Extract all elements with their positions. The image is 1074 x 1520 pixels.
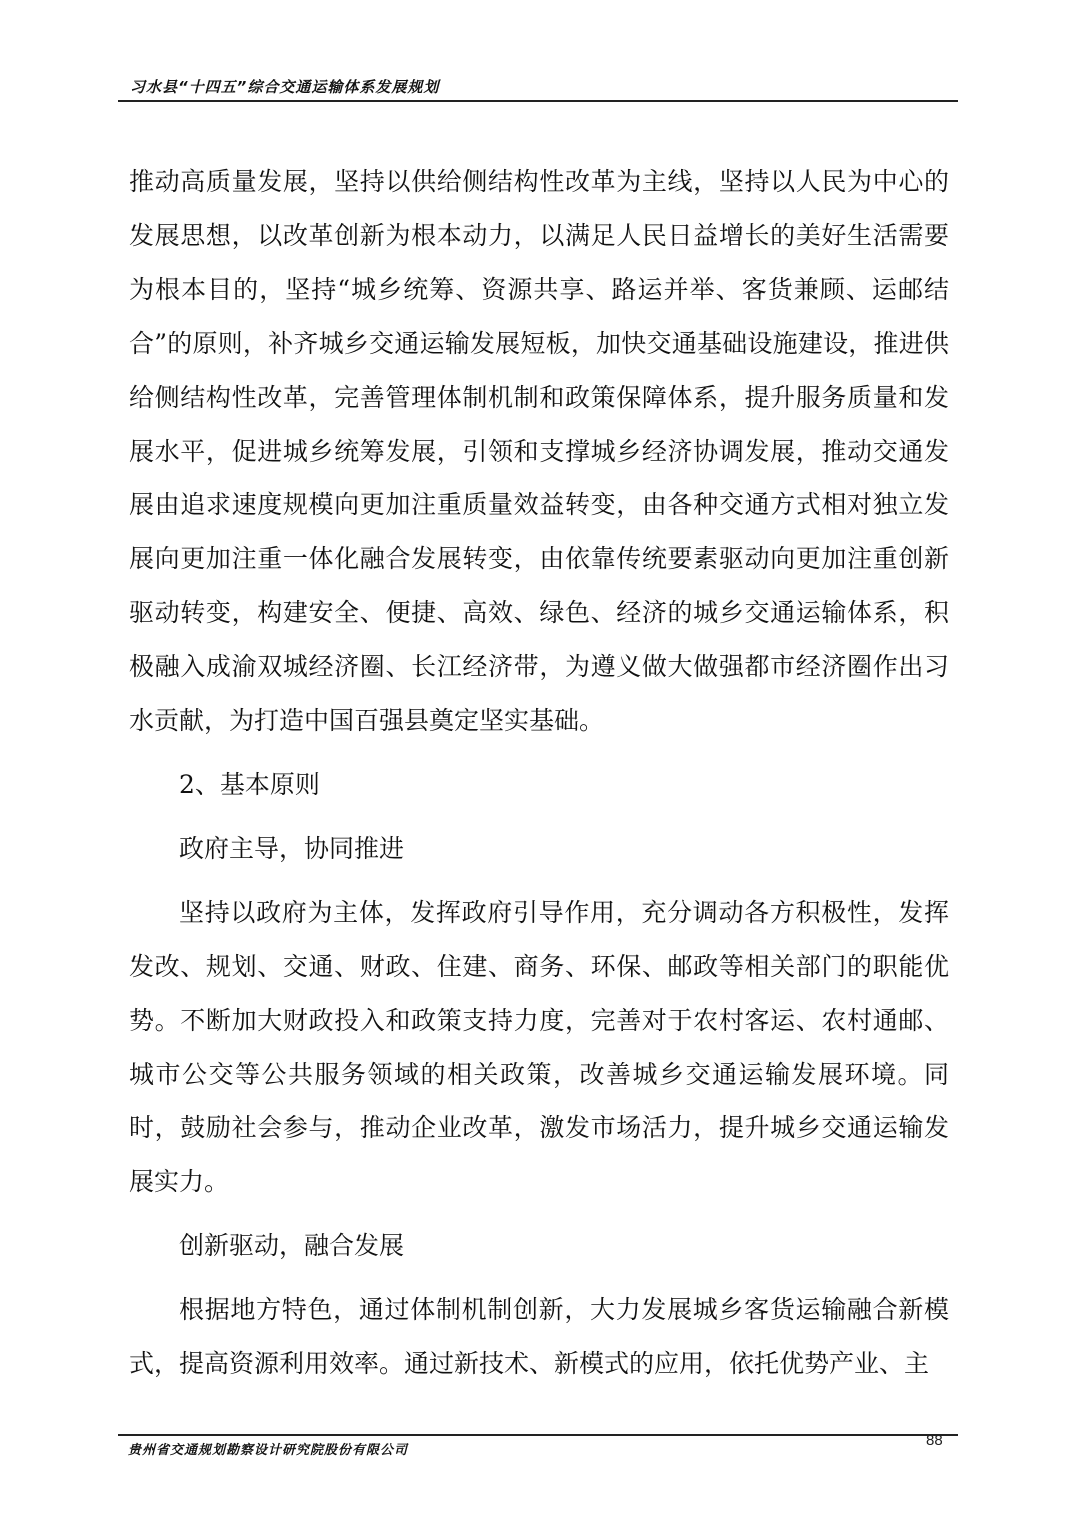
subheading: 创新驱动，融合发展 [179, 1231, 405, 1261]
footer-divider [118, 1434, 958, 1436]
body-paragraph: 根据地方特色，通过体制机制创新，大力发展城乡客货运输融合新模式，提高资源利用效率。通过新技术、新模式的应用，依托优势产业、主 [129, 1295, 949, 1379]
running-header-title: 习水县“十四五”综合交通运输体系发展规划 [130, 78, 440, 96]
header-divider [118, 100, 958, 102]
document-body [129, 155, 949, 1391]
subheading: 政府主导，协同推进 [179, 833, 405, 863]
body-paragraph: 推动高质量发展，坚持以供给侧结构性改革为主线，坚持以人民为中心的发展思想，以改革创新为根本动力，以满足人民日益增长的美好生活需要为根本目的，坚持“城乡统筹、资源共享、路运并举、客货兼顾、运邮结合”的原则，补齐城乡交通运输发展短板，加快交通基础设施建设，推进供给侧结构性改革，完善管理体制机制和政策保障体系，提升服务质量和发展水平，促进城乡统筹发展，引领和支撑城乡经济协调发展，推动交通发展由追求速度规模向更加注重质量效益转变，由各种交通方式相对独立发展向更加注重一体化融合发展转变，由依靠传统要素驱动向更加注重创新驱动转变，构建安全、便捷、高效、绿色、经济的城乡交通运输体系，积极融入成渝双城经济圈、长江经济带，为遵义做大做强都市经济圈作出习水贡献，为打造中国百强县奠定坚实基础。 [129, 167, 949, 736]
section-heading: 2、基本原则 [179, 769, 320, 799]
footer-organization: 贵州省交通规划勘察设计研究院股份有限公司 [128, 1443, 409, 1458]
page-number: 88 [926, 1432, 943, 1449]
body-paragraph: 坚持以政府为主体，发挥政府引导作用，充分调动各方积极性，发挥发改、规划、交通、财政、住建、商务、环保、邮政等相关部门的职能优势。不断加大财政投入和政策支持力度，完善对于农村客运、农村通邮、城市公交等公共服务领域的相关政策，改善城乡交通运输发展环境。同时，鼓励社会参与，推动企业改革，激发市场活力，提升城乡交通运输发展实力。 [129, 897, 949, 1197]
